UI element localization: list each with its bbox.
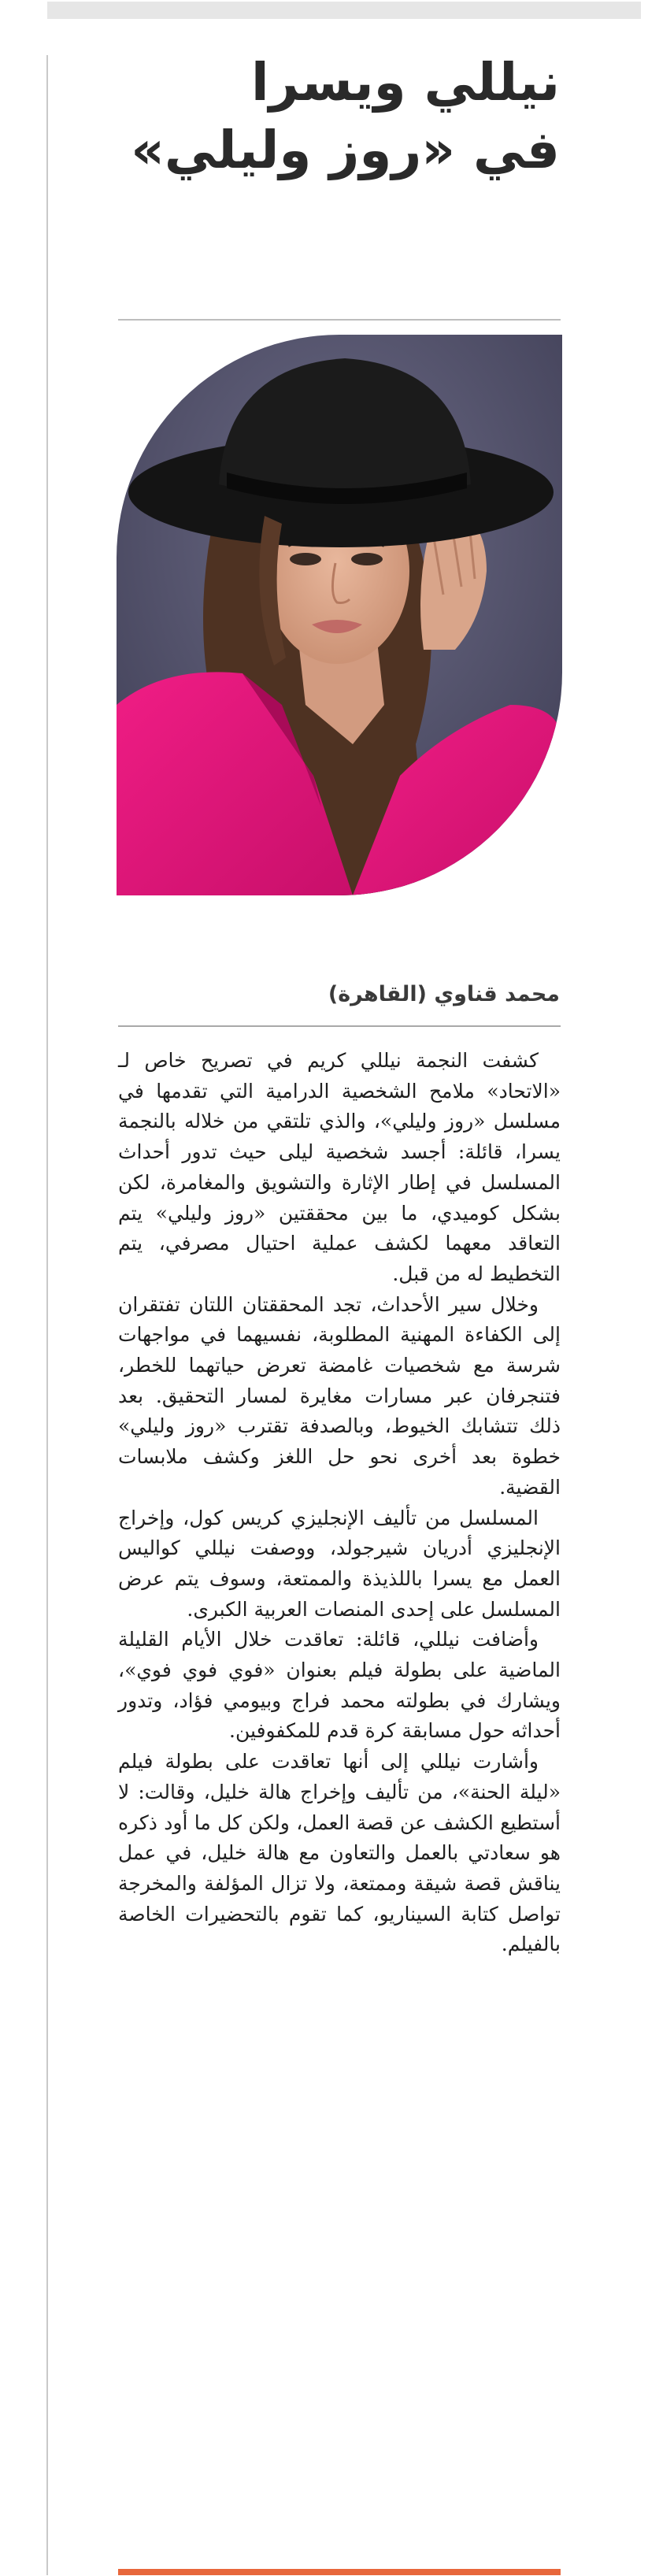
article-headline: [119, 49, 560, 184]
top-gray-bar: [47, 2, 641, 19]
article-body: [118, 1046, 561, 1960]
portrait-photo: [117, 335, 562, 895]
headline-divider: [118, 319, 561, 321]
author-byline: محمد قناوي (القاهرة): [328, 982, 560, 1006]
column-divider: [46, 55, 48, 2575]
headline-line-1: نيللي ويسرا: [250, 52, 560, 113]
article-paragraph: وأضافت نيللي، قائلة: تعاقدت خلال الأيام القليلة الماضية على بطولة فيلم بعنوان «فوي فوي فوي»، ويشارك في بطولته محمد فراج وبيومي فؤاد، وتدور أحداثه حول مسابقة كرة قدم للمكفوفين.: [118, 1628, 561, 1743]
headline-line-2: في «روز وليلي»: [131, 120, 560, 180]
article-paragraph: وخلال سير الأحداث، تجد المحققتان اللتان تفتقران إلى الكفاءة المهنية المطلوبة، نفسيهما في مواجهات شرسة مع شخصيات غامضة تعرض حياتهما للخطر، فتنجرفان عبر مسارات مغايرة لمسار التحقيق. بعد ذلك تتشابك الخيوط، وبالصدفة تقترب «روز وليلي» خطوة بعد أخرى نحو حل اللغز وكشف ملابسات القضية.: [118, 1292, 561, 1499]
article-paragraph: المسلسل من تأليف الإنجليزي كريس كول، وإخراج الإنجليزي أدريان شيرجولد، ووصفت نيللي كواليس العمل مع يسرا باللذيذة والممتعة، وسوف يتم عرض المسلسل على إحدى المنصات العربية الكبرى.: [118, 1506, 561, 1621]
bottom-accent-bar: [118, 2569, 561, 2575]
article-paragraph: وأشارت نيللي إلى أنها تعاقدت على بطولة فيلم «ليلة الحنة»، من تأليف وإخراج هالة خليل، وقالت: لا أستطيع الكشف عن قصة العمل، ولكن كل ما أود ذكره هو سعادتي بالعمل والتعاون مع هالة خليل، في عمل يناقش قصة شيقة وممتعة، ولا تزال المؤلفة والمخرجة تواصل كتابة السيناريو، كما تقوم بالتحضيرات الخاصة بالفيلم.: [118, 1750, 561, 1956]
article-paragraph: كشفت النجمة نيللي كريم في تصريح خاص لـ «الاتحاد» ملامح الشخصية الدرامية التي تقدمها في مسلسل «روز وليلي»، والذي تلتقي من خلاله بالنجمة يسرا، قائلة: أجسد شخصية ليلى حيث تدور أحداث المسلسل في إطار الإثارة والتشويق والمغامرة، لكن بشكل كوميدي، ما بين محققتين «روز وليلي» يتم التعاقد معهما لكشف عملية احتيال مصرفي، يتم التخطيط له من قبل.: [118, 1049, 561, 1285]
byline-divider: [118, 1025, 561, 1027]
